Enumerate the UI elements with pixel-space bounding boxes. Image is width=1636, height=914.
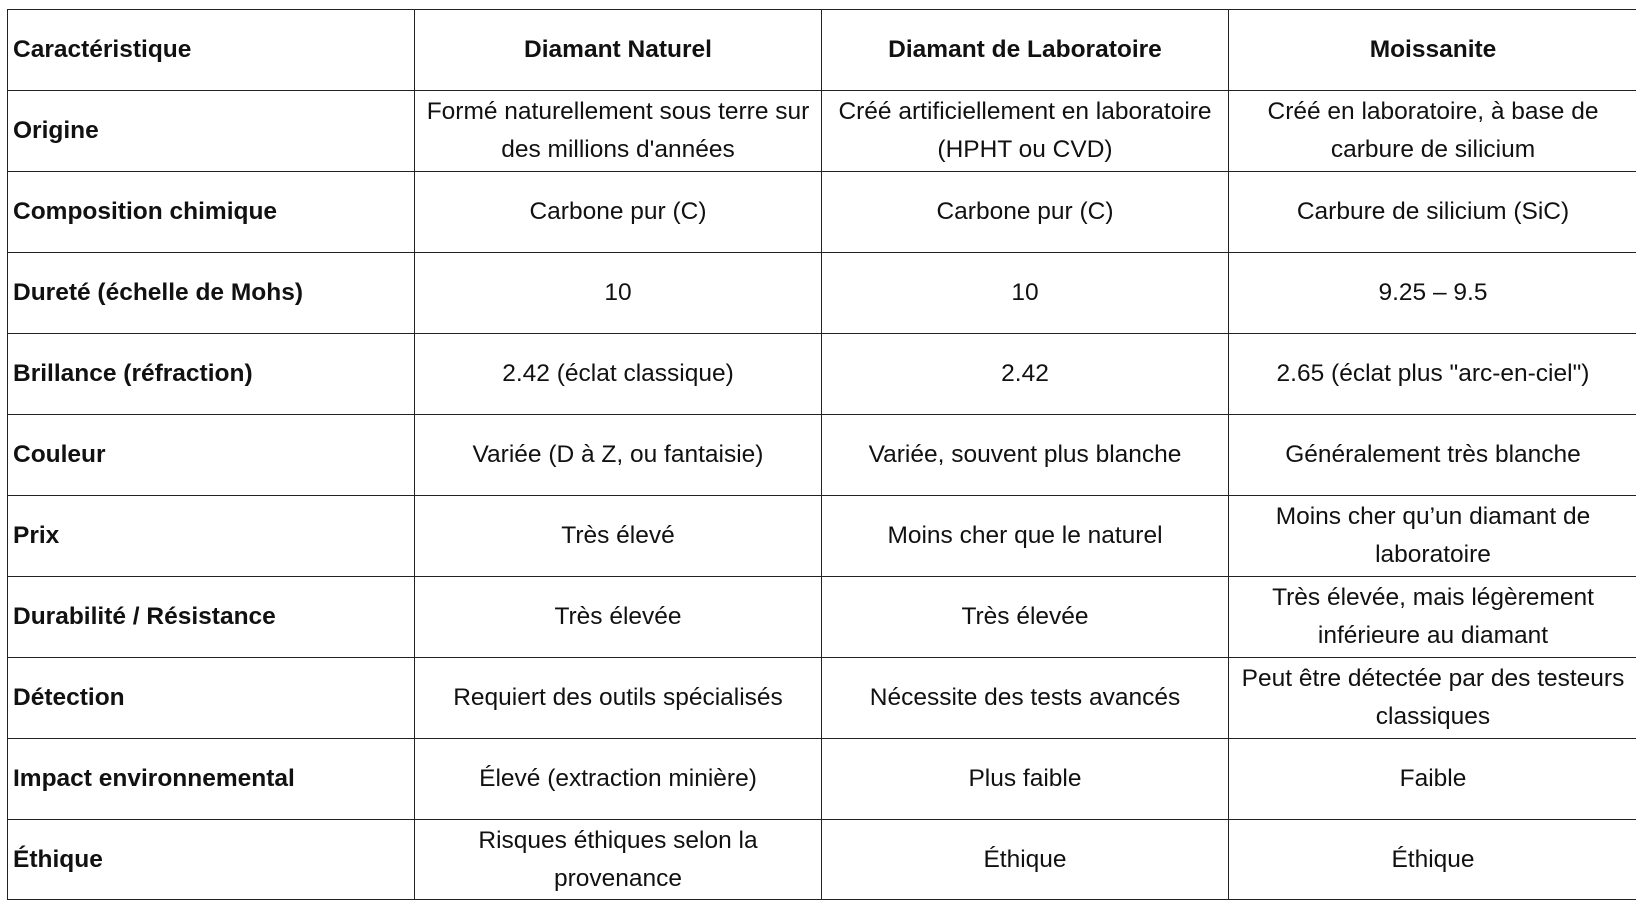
- cell-natural: Variée (D à Z, ou fantaisie): [415, 415, 822, 496]
- table-row: [8, 415, 1636, 496]
- cell-moissanite: 9.25 – 9.5: [1229, 253, 1636, 334]
- cell-lab: Éthique: [822, 820, 1229, 900]
- cell-lab: Créé artificiellement en laboratoire (HPHT ou CVD): [822, 91, 1229, 172]
- cell-lab: Plus faible: [822, 739, 1229, 820]
- row-label: Impact environnemental: [8, 739, 415, 820]
- cell-moissanite: 2.65 (éclat plus "arc-en-ciel"): [1229, 334, 1636, 415]
- cell-moissanite: Créé en laboratoire, à base de carbure de silicium: [1229, 91, 1636, 172]
- cell-moissanite: Éthique: [1229, 820, 1636, 900]
- cell-natural: 10: [415, 253, 822, 334]
- comparison-table-container: [7, 9, 1636, 900]
- cell-natural: Très élevée: [415, 577, 822, 658]
- table-row: [8, 334, 1636, 415]
- comparison-table: [7, 9, 1636, 900]
- row-label: Brillance (réfraction): [8, 334, 415, 415]
- table-row: [8, 172, 1636, 253]
- row-label: Composition chimique: [8, 172, 415, 253]
- row-label: Durabilité / Résistance: [8, 577, 415, 658]
- cell-natural: Formé naturellement sous terre sur des millions d'années: [415, 91, 822, 172]
- row-label: Couleur: [8, 415, 415, 496]
- table-row: [8, 820, 1636, 900]
- row-label: Prix: [8, 496, 415, 577]
- table-row: [8, 253, 1636, 334]
- cell-natural: Très élevé: [415, 496, 822, 577]
- cell-lab: Variée, souvent plus blanche: [822, 415, 1229, 496]
- cell-lab: Moins cher que le naturel: [822, 496, 1229, 577]
- table-row: [8, 91, 1636, 172]
- cell-lab: 2.42: [822, 334, 1229, 415]
- cell-natural: Élevé (extraction minière): [415, 739, 822, 820]
- table-row: [8, 577, 1636, 658]
- cell-moissanite: Carbure de silicium (SiC): [1229, 172, 1636, 253]
- table-row: [8, 658, 1636, 739]
- header-lab-diamond: Diamant de Laboratoire: [822, 10, 1229, 91]
- table-header-row: [8, 10, 1636, 91]
- cell-natural: 2.42 (éclat classique): [415, 334, 822, 415]
- cell-lab: Très élevée: [822, 577, 1229, 658]
- header-natural-diamond: Diamant Naturel: [415, 10, 822, 91]
- cell-moissanite: Moins cher qu’un diamant de laboratoire: [1229, 496, 1636, 577]
- cell-moissanite: Faible: [1229, 739, 1636, 820]
- row-label: Origine: [8, 91, 415, 172]
- cell-moissanite: Très élevée, mais légèrement inférieure au diamant: [1229, 577, 1636, 658]
- cell-moissanite: Peut être détectée par des testeurs classiques: [1229, 658, 1636, 739]
- cell-natural: Risques éthiques selon la provenance: [415, 820, 822, 900]
- table-row: [8, 496, 1636, 577]
- cell-moissanite: Généralement très blanche: [1229, 415, 1636, 496]
- cell-lab: 10: [822, 253, 1229, 334]
- header-moissanite: Moissanite: [1229, 10, 1636, 91]
- header-characteristic: Caractéristique: [8, 10, 415, 91]
- cell-lab: Carbone pur (C): [822, 172, 1229, 253]
- cell-natural: Carbone pur (C): [415, 172, 822, 253]
- table-row: [8, 739, 1636, 820]
- row-label: Détection: [8, 658, 415, 739]
- row-label: Dureté (échelle de Mohs): [8, 253, 415, 334]
- row-label: Éthique: [8, 820, 415, 900]
- cell-lab: Nécessite des tests avancés: [822, 658, 1229, 739]
- cell-natural: Requiert des outils spécialisés: [415, 658, 822, 739]
